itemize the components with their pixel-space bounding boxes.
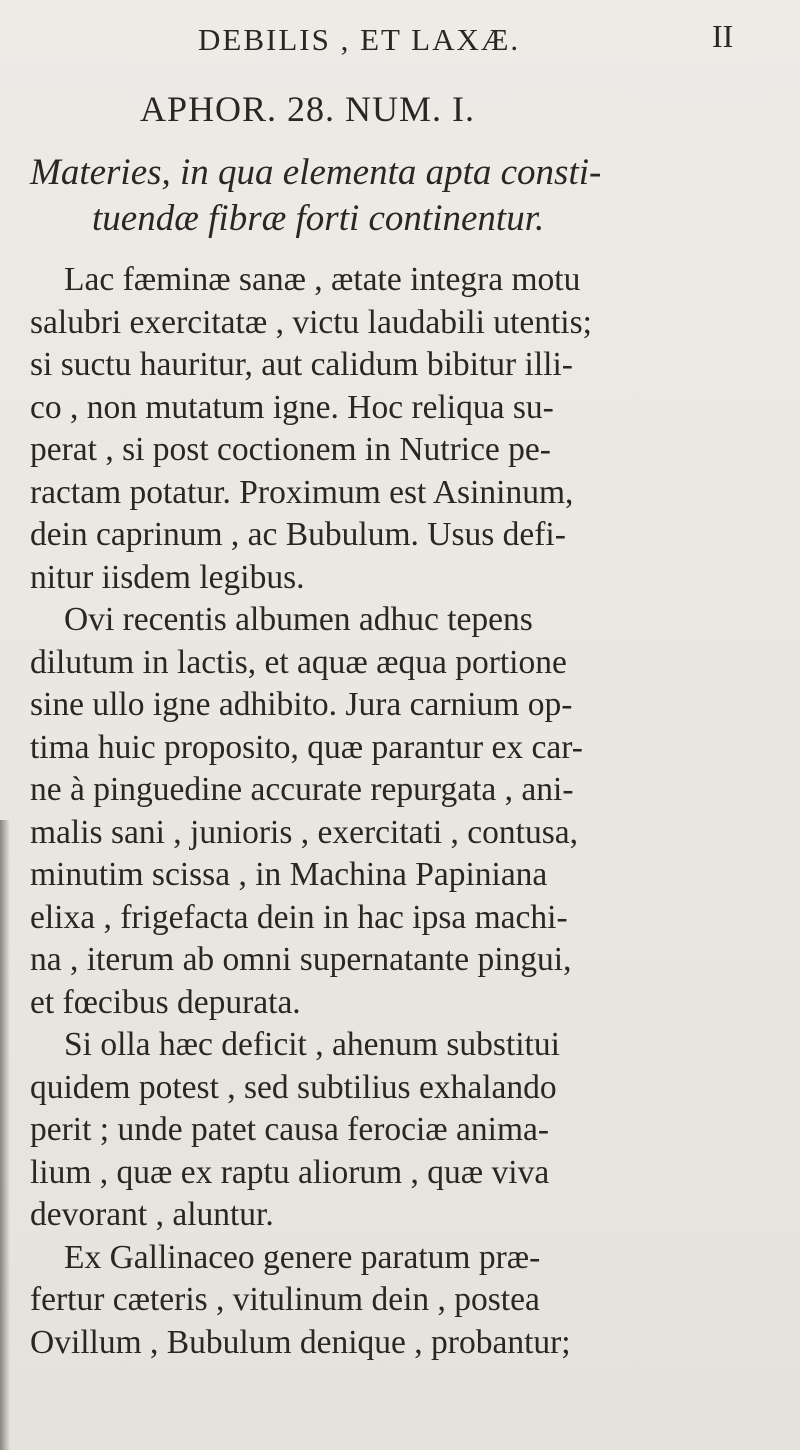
running-head: DEBILIS , ET LAXÆ. [198, 22, 521, 57]
text-line: sine ullo igne adhibito. Jura carnium op- [30, 686, 573, 723]
text-line: dilutum in lactis, et aquæ æqua portione [30, 643, 567, 681]
text-line: salubri exercitatæ , victu laudabili utentis; [30, 303, 592, 341]
text-line: na , iterum ab omni supernatante pingui, [30, 941, 572, 978]
text-line: lium , quæ ex raptu aliorum , quæ viva [30, 1153, 550, 1191]
summary-line: tuendæ fibræ forti continentur. [92, 198, 545, 239]
text-line: malis sani , junioris , exercitati , contusa, [30, 813, 578, 851]
text-line: devorant , aluntur. [30, 1196, 274, 1233]
text-line: et fœcibus depurata. [30, 983, 301, 1021]
text-line: fertur cæteris , vitulinum dein , postea [30, 1281, 540, 1318]
text-line: co , non mutatum igne. Hoc reliqua su- [30, 388, 554, 426]
text-line: perit ; unde patet causa ferociæ anima- [30, 1111, 550, 1148]
text-line: Ex Gallinaceo genere paratum præ- [64, 1238, 541, 1276]
text-line: perat , si post coctionem in Nutrice pe- [30, 431, 551, 468]
page-number: II [712, 18, 734, 54]
text-line: si suctu hauritur, aut calidum bibitur illi- [30, 346, 573, 383]
text-line: elixa , frigefacta dein in hac ipsa machi- [30, 898, 568, 936]
text-line: tima huic proposito, quæ parantur ex car- [30, 728, 583, 766]
text-line: ne à pinguedine accurate repurgata , ani- [30, 771, 574, 808]
summary-line: Materies, in qua elementa apta consti- [30, 152, 602, 193]
aphorism-heading: APHOR. 28. NUM. I. [140, 89, 476, 129]
text-line: Lac fæminæ sanæ , ætate integra motu [64, 261, 581, 298]
text-line: minutim scissa , in Machina Papiniana [30, 856, 548, 893]
text-line: Ovi recentis albumen adhuc tepens [64, 601, 533, 638]
section-summary [30, 150, 790, 242]
text-line: dein caprinum , ac Bubulum. Usus defi- [30, 516, 566, 553]
text-line: quidem potest , sed subtilius exhalando [30, 1068, 557, 1106]
text-line: Ovillum , Bubulum denique , probantur; [30, 1323, 571, 1361]
body-text [30, 259, 792, 1364]
text-line: Si olla hæc deficit , ahenum substitui [64, 1026, 560, 1063]
text-line: nitur iisdem legibus. [30, 558, 305, 596]
binding-shadow [0, 820, 10, 1450]
text-line: ractam potatur. Proximum est Asininum, [30, 473, 574, 511]
